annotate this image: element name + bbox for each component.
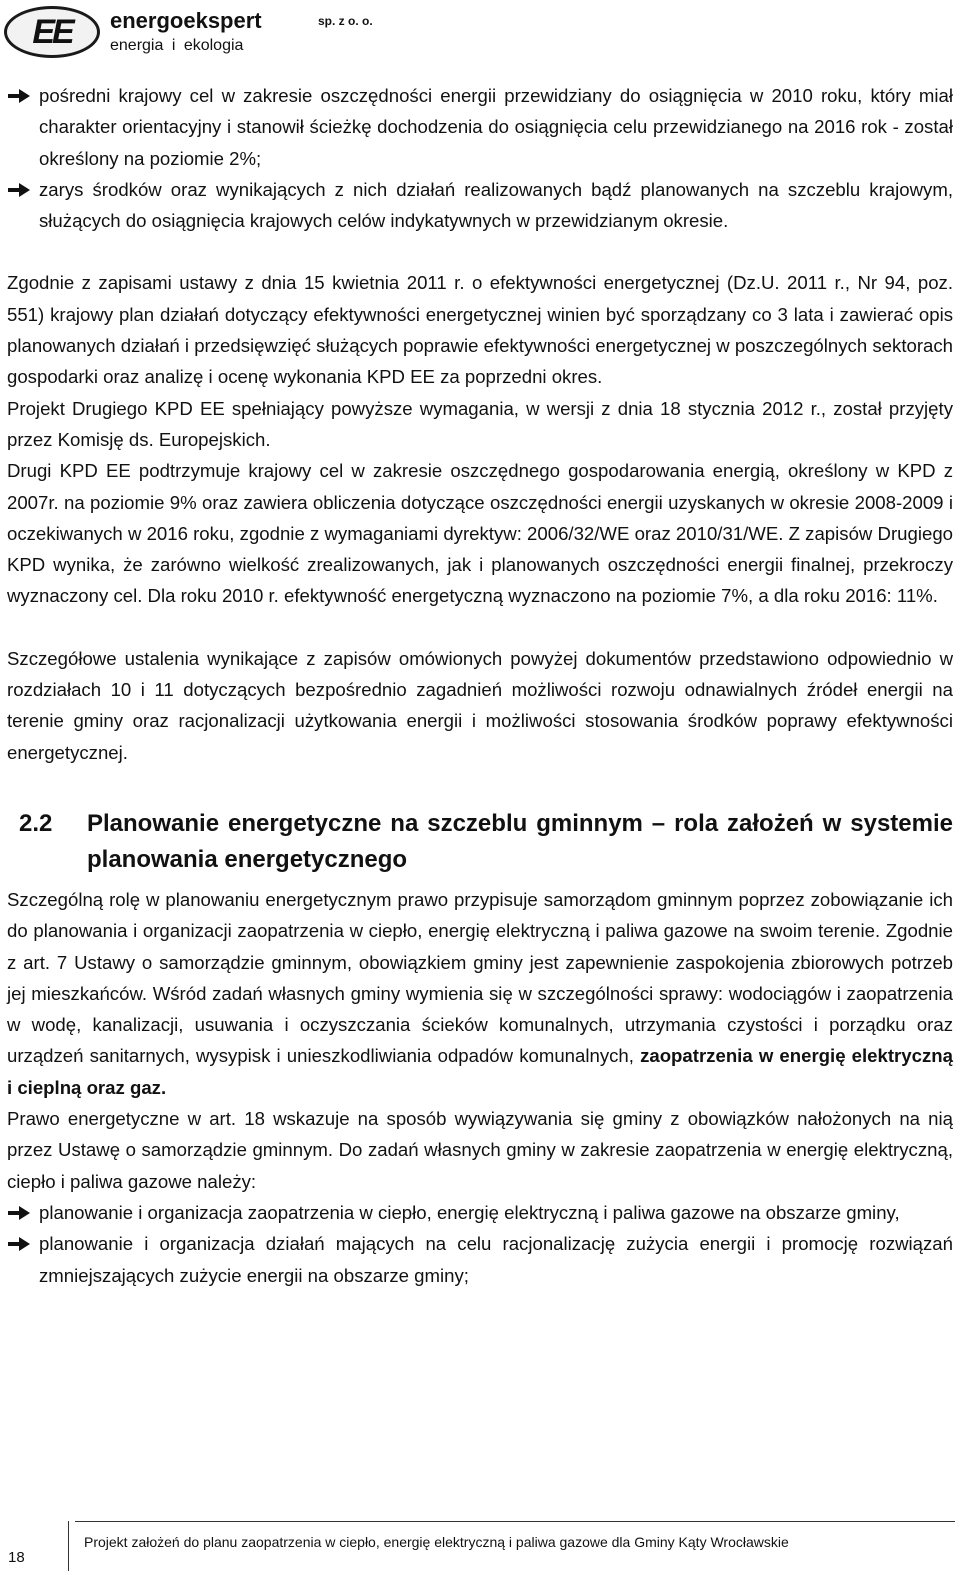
- paragraph: Zgodnie z zapisami ustawy z dnia 15 kwietnia 2011 r. o efektywności energetycznej (Dz.U. 2011 r., Nr 94, poz. 551) krajowy plan działań dotyczący efektywności energetycznej winien być sporządzany co 3 lata i zawierać opis planowanych działań i przedsięwzięć służących poprawie efektywności energetycznej w poszczególnych sektorach gospodarki oraz analizę i ocenę wykonania KPD EE za poprzedni okres.: [7, 272, 953, 388]
- bullet-item: [7, 174, 953, 237]
- brand-tagline: energia i ekologia: [110, 37, 244, 54]
- document-body: [7, 80, 953, 1291]
- right-arrow-icon: [7, 80, 39, 111]
- page-header: [0, 0, 960, 70]
- paragraph: Szczegółowe ustalenia wynikające z zapisów omówionych powyżej dokumentów przedstawiono odpowiednio w rozdziałach 10 i 11 dotyczących bezpośrednio zagadnień możliwości rozwoju odnawialnych źródeł energii na terenie gminy oraz racjonalizacji użytkowania energii i możliwości stosowania środków poprawy efektywności energetycznej.: [7, 647, 953, 763]
- paragraph-bold-text: zaopatrzenia w energię elektryczną i cieplną oraz gaz.: [7, 1045, 953, 1098]
- bullet-item: [7, 80, 953, 174]
- footer-divider: [68, 1521, 69, 1571]
- bullet-text: planowanie i organizacja działań mających na celu racjonalizację zużycia energii i promocję rozwiązań zmniejszających zużycie energii na obszarze gminy;: [39, 1233, 953, 1286]
- paragraph: Projekt Drugiego KPD EE spełniający powyższe wymagania, w wersji z dnia 18 stycznia 2012 r., został przyjęty przez Komisję ds. Europejskich.: [7, 397, 953, 450]
- right-arrow-icon: [7, 1197, 39, 1228]
- right-arrow-icon: [7, 1228, 39, 1259]
- section-title: Planowanie energetyczne na szczeblu gminnym – rola założeń w systemie planowania energetycznego: [87, 809, 953, 873]
- bullet-item: [7, 1197, 953, 1228]
- paragraph: Drugi KPD EE podtrzymuje krajowy cel w zakresie oszczędnego gospodarowania energią, określony w KPD z 2007r. na poziomie 9% oraz zawiera obliczenia dotyczące oszczędności energii uzyskanych w okresie 2008-2009 i oczekiwanych w 2016 roku, zgodnie z wymaganiami dyrektyw: 2006/32/WE oraz 2010/31/WE. Z zapisów Drugiego KPD wynika, że zarówno wielkość zrealizowanych, jak i planowanych oszczędności energii finalnej, przekroczy wyznaczony cel. Dla roku 2010 r. efektywność energetyczną wyznaczono na poziomie 7%, a dla roku 2016: 11%.: [7, 460, 953, 607]
- page-number: 18: [8, 1549, 25, 1566]
- brand-name: energoekspert: [110, 8, 262, 33]
- logo-text: EE: [32, 12, 72, 51]
- bullet-text: pośredni krajowy cel w zakresie oszczędności energii przewidziany do osiągnięcia w 2010 roku, który miał charakter orientacyjny i stanowił ścieżkę dochodzenia do osiągnięcia celu przewidzianego na 2016 rok - został określony na poziomie 2%;: [39, 85, 953, 169]
- bullet-item: [7, 1228, 953, 1291]
- company-logo: [4, 6, 100, 58]
- paragraph: [7, 884, 953, 1103]
- section-heading: [7, 806, 953, 878]
- bullet-text: zarys środków oraz wynikających z nich działań realizowanych bądź planowanych na szczeblu krajowym, służących do osiągnięcia krajowych celów indykatywnych w przewidzianym okresie.: [39, 178, 953, 232]
- paragraph-text: Szczególną rolę w planowaniu energetycznym prawo przypisuje samorządom gminnym poprzez zobowiązanie ich do planowania i organizacji zaopatrzenia w ciepło, energię elektryczną i paliwa gazowe na swoim terenie. Zgodnie z art. 7 Ustawy o samorządzie gminnym, obowiązkiem gminy jest zapewnienie zaspokojenia zbiorowych potrzeb jej mieszkańców. Wśród zadań własnych gminy wymienia się w szczególności sprawy: wodociągów i zaopatrzenia w wodę, kanalizacji, usuwania i oczyszczania ścieków komunalnych, utrzymania czystości i porządku oraz urządzeń sanitarnych, wysypisk i unieszkodliwiania odpadów komunalnych,: [7, 888, 953, 1067]
- brand-legal-form: sp. z o. o.: [318, 14, 373, 28]
- bullet-text: planowanie i organizacja zaopatrzenia w ciepło, energię elektryczną i paliwa gazowe na obszarze gminy,: [39, 1201, 900, 1223]
- paragraph: Prawo energetyczne w art. 18 wskazuje na sposób wywiązywania się gminy z obowiązków nałożonych na nią przez Ustawę o samorządzie gminnym. Do zadań własnych gminy w zakresie zaopatrzenia w energię elektryczną, ciepło i paliwa gazowe należy:: [7, 1108, 953, 1192]
- footer-rule: [75, 1521, 955, 1522]
- right-arrow-icon: [7, 174, 39, 205]
- footer-title: Projekt założeń do planu zaopatrzenia w ciepło, energię elektryczną i paliwa gazowe dla Gminy Kąty Wrocławskie: [84, 1534, 789, 1550]
- section-number: 2.2: [19, 809, 53, 837]
